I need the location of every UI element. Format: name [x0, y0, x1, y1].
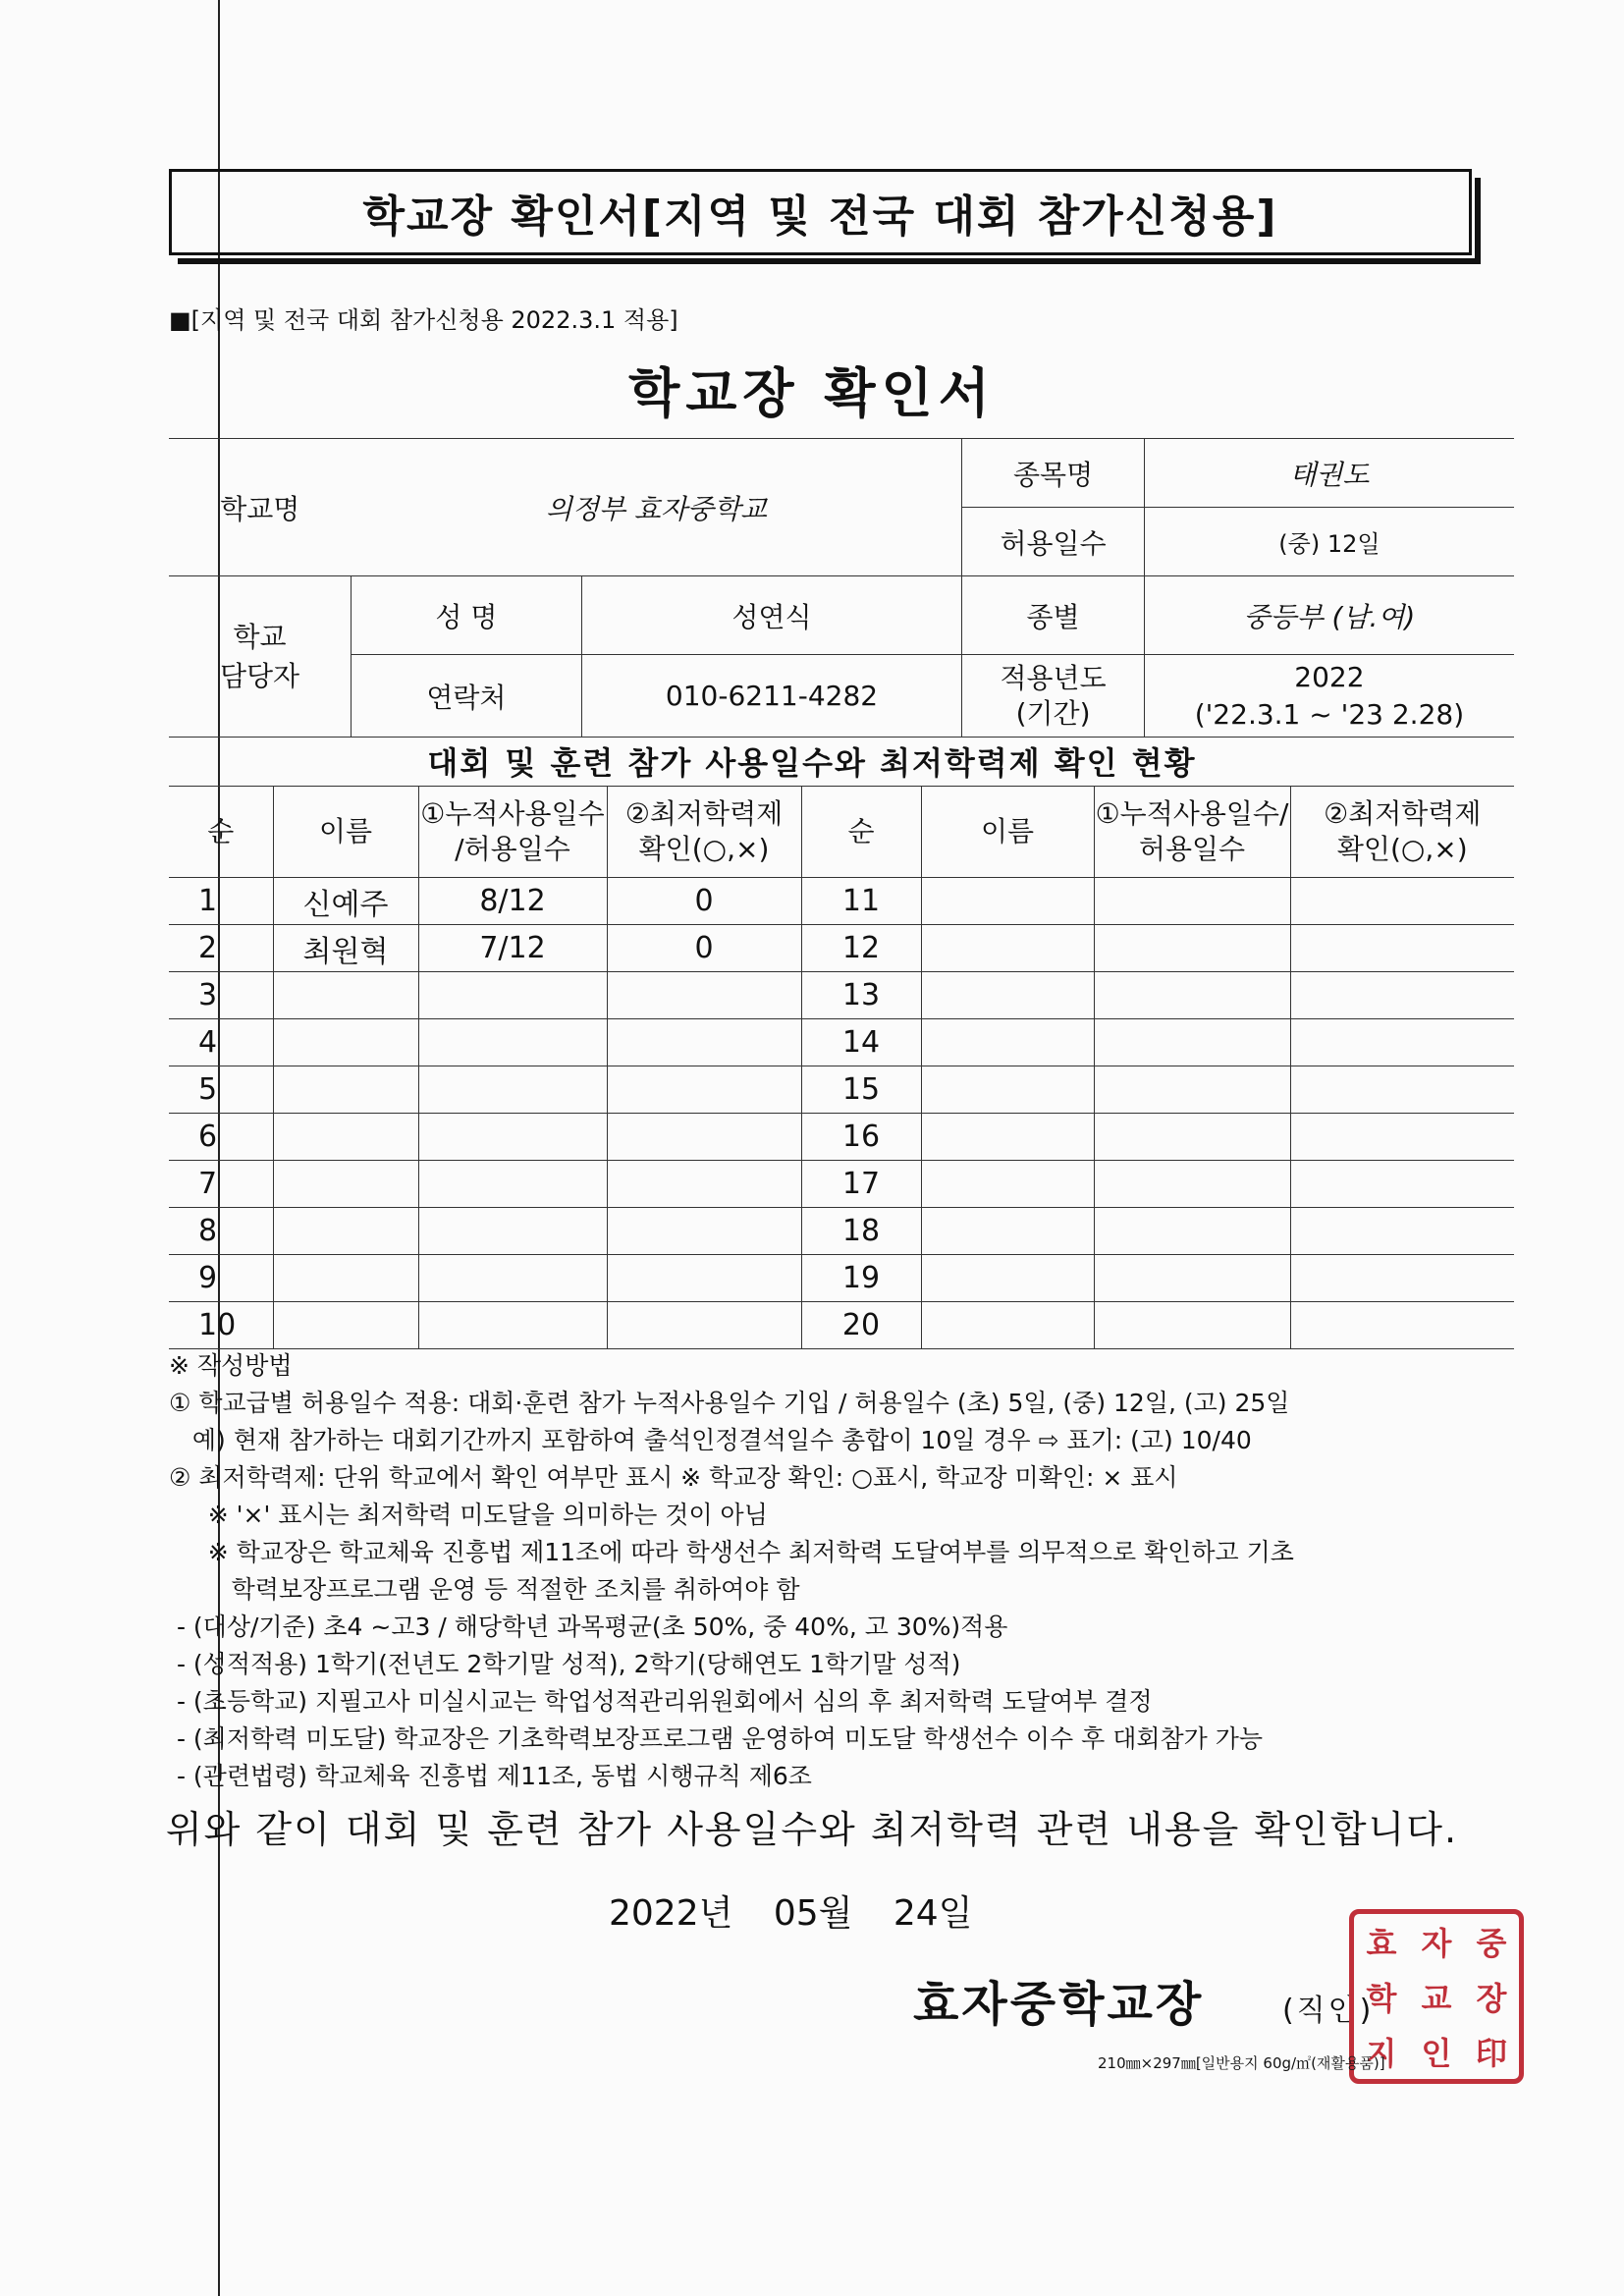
- table-row: [169, 1019, 1514, 1066]
- instructions: [169, 1347, 1514, 1795]
- table-row: [169, 1208, 1514, 1255]
- row-name-left: [273, 1208, 418, 1255]
- school-label: 학교명: [169, 439, 352, 576]
- table-row: [169, 925, 1514, 972]
- row-no-left: 3: [169, 972, 273, 1019]
- row-no-right: 19: [801, 1255, 921, 1302]
- seal-char: 효: [1366, 1925, 1397, 1962]
- row-check-right: [1290, 1114, 1514, 1161]
- row-usage-right: [1094, 1255, 1290, 1302]
- row-usage-right: [1094, 1161, 1290, 1208]
- paper-spec: 210㎜×297㎜[일반용지 60g/㎡(재활용품)]: [1098, 2054, 1385, 2072]
- instruction-line: ※ 작성방법: [169, 1351, 293, 1380]
- summary-title: 대회 및 훈련 참가 사용일수와 최저학력제 확인 현황: [427, 744, 1197, 782]
- row-check-right: [1290, 878, 1514, 925]
- row-no-right: 16: [801, 1114, 921, 1161]
- row-name-right: [921, 1066, 1094, 1114]
- allowed-days-label: 허용일수: [962, 508, 1145, 576]
- row-usage-left: 7/12: [418, 925, 607, 972]
- document-title: 학교장 확인서: [628, 362, 996, 424]
- row-name-left: [273, 1114, 418, 1161]
- table-row: [169, 1302, 1514, 1349]
- row-check-left: 0: [607, 878, 801, 925]
- row-no-right: 13: [801, 972, 921, 1019]
- row-name-left: [273, 1302, 418, 1349]
- row-usage-right: [1094, 878, 1290, 925]
- header-title: 학교장 확인서[지역 및 전국 대회 참가신청용]: [362, 191, 1278, 242]
- row-no-left: 1: [169, 878, 273, 925]
- instruction-line: - (대상/기준) 초4 ~고3 / 해당학년 과목평균(초 50%, 중 40%, 고 30%)적용: [169, 1613, 1008, 1641]
- instruction-line: 예) 현재 참가하는 대회기간까지 포함하여 출석인정결석일수 총합이 10일 경우 ⇨ 표기: (고) 10/40: [169, 1426, 1252, 1454]
- principal-title: 효자중학교장: [913, 1977, 1205, 2032]
- header-name-right: 이름: [921, 787, 1094, 878]
- applicability-note: ■[지역 및 전국 대회 참가신청용 2022.3.1 적용]: [169, 306, 678, 334]
- instruction-line: - (성적적용) 1학기(전년도 2학기말 성적), 2학기(당해연도 1학기말 성적): [169, 1650, 961, 1678]
- row-name-right: [921, 972, 1094, 1019]
- year-label: 적용년도 (기간): [962, 655, 1145, 738]
- contact-label: 연락처: [352, 655, 582, 738]
- row-name-left: [273, 1019, 418, 1066]
- header-no-left: 순: [169, 787, 273, 878]
- instruction-line: ② 최저학력제: 단위 학교에서 확인 여부만 표시 ※ 학교장 확인: ○표시, 학교장 미확인: × 표시: [169, 1463, 1178, 1492]
- row-usage-left: 8/12: [418, 878, 607, 925]
- table-row: [169, 878, 1514, 925]
- row-usage-right: [1094, 1066, 1290, 1114]
- row-name-left: [273, 1161, 418, 1208]
- row-usage-left: [418, 1019, 607, 1066]
- row-usage-left: [418, 1302, 607, 1349]
- instruction-line: ※ '×' 표시는 최저학력 미도달을 의미하는 것이 아님: [169, 1501, 768, 1529]
- seal-char: 장: [1476, 1980, 1507, 2017]
- row-usage-left: [418, 1066, 607, 1114]
- row-usage-right: [1094, 972, 1290, 1019]
- seal-char: 중: [1476, 1925, 1507, 1962]
- instruction-line: - (최저학력 미도달) 학교장은 기초학력보장프로그램 운영하여 미도달 학생선수 이수 후 대회참가 가능: [169, 1724, 1264, 1753]
- category-value: 중등부 (남.여): [1144, 576, 1514, 655]
- row-name-right: [921, 1019, 1094, 1066]
- table-row: [169, 1255, 1514, 1302]
- row-usage-right: [1094, 1114, 1290, 1161]
- row-no-right: 14: [801, 1019, 921, 1066]
- row-name-left: 신예주: [273, 878, 418, 925]
- row-check-right: [1290, 1302, 1514, 1349]
- row-no-left: 5: [169, 1066, 273, 1114]
- row-check-left: [607, 1066, 801, 1114]
- contact-value: 010-6211-4282: [581, 655, 962, 738]
- year-value: 2022: [1294, 660, 1365, 693]
- row-no-right: 15: [801, 1066, 921, 1114]
- row-check-left: 0: [607, 925, 801, 972]
- seal-char: 지: [1366, 2035, 1397, 2072]
- instruction-line: 학력보장프로그램 운영 등 적절한 조치를 취하여야 함: [169, 1575, 800, 1604]
- row-usage-left: [418, 1255, 607, 1302]
- row-check-right: [1290, 925, 1514, 972]
- row-name-left: [273, 1066, 418, 1114]
- row-no-left: 8: [169, 1208, 273, 1255]
- instruction-line: - (초등학교) 지필고사 미실시교는 학업성적관리위원회에서 심의 후 최저학력 도달여부 결정: [169, 1687, 1153, 1716]
- category-label: 종별: [962, 576, 1145, 655]
- header-name-left: 이름: [273, 787, 418, 878]
- row-check-right: [1290, 1161, 1514, 1208]
- date-year: 2022년: [609, 1893, 733, 1934]
- instruction-line: ※ 학교장은 학교체육 진흥법 제11조에 따라 학생선수 최저학력 도달여부를 의무적으로 확인하고 기초: [169, 1538, 1294, 1566]
- row-no-right: 20: [801, 1302, 921, 1349]
- row-check-right: [1290, 1019, 1514, 1066]
- allowed-days-value: (중) 12일: [1144, 508, 1514, 576]
- header-check-right: ②최저학력제 확인(○,×): [1290, 787, 1514, 878]
- row-no-left: 9: [169, 1255, 273, 1302]
- seal-mark-text: (직인): [1281, 1994, 1375, 2028]
- row-usage-left: [418, 1161, 607, 1208]
- row-name-right: [921, 1161, 1094, 1208]
- row-check-right: [1290, 1208, 1514, 1255]
- row-check-left: [607, 1208, 801, 1255]
- period-value: ('22.3.1 ~ '23 2.28): [1194, 697, 1465, 731]
- row-check-left: [607, 1114, 801, 1161]
- date-month: 05월: [773, 1893, 853, 1934]
- instruction-line: ① 학교급별 허용일수 적용: 대회·훈련 참가 누적사용일수 기입 / 허용일수 (초) 5일, (중) 12일, (고) 25일: [169, 1389, 1290, 1417]
- row-check-left: [607, 1161, 801, 1208]
- row-name-right: [921, 1208, 1094, 1255]
- row-no-left: 10: [169, 1302, 273, 1349]
- instruction-line: - (관련법령) 학교체육 진흥법 제11조, 동법 시행규칙 제6조: [169, 1762, 812, 1790]
- principal-signature: [913, 1966, 1374, 2034]
- table-row: [169, 972, 1514, 1019]
- school-name: 의정부 효자중학교: [352, 439, 962, 576]
- date-day: 24일: [893, 1893, 973, 1934]
- row-check-right: [1290, 1255, 1514, 1302]
- row-check-left: [607, 1019, 801, 1066]
- row-no-left: 4: [169, 1019, 273, 1066]
- row-name-left: [273, 972, 418, 1019]
- seal-char: 학: [1366, 1980, 1397, 2017]
- confirmation-statement: 위와 같이 대회 및 훈련 참가 사용일수와 최저학력 관련 내용을 확인합니다.: [165, 1808, 1459, 1851]
- table-row: [169, 1066, 1514, 1114]
- row-name-left: 최원혁: [273, 925, 418, 972]
- row-name-right: [921, 1302, 1094, 1349]
- header-no-right: 순: [801, 787, 921, 878]
- seal-char: 인: [1421, 2035, 1452, 2072]
- header-title-box: [169, 169, 1472, 255]
- row-check-left: [607, 1302, 801, 1349]
- sport-value: 태권도: [1144, 439, 1514, 508]
- manager-label: 학교 담당자: [169, 576, 352, 738]
- year-cell: [1144, 655, 1514, 738]
- header-usage-left: ①누적사용일수 /허용일수: [418, 787, 607, 878]
- header-check-left: ②최저학력제 확인(○,×): [607, 787, 801, 878]
- table-row: [169, 1114, 1514, 1161]
- sport-label: 종목명: [962, 439, 1145, 508]
- row-usage-left: [418, 1114, 607, 1161]
- row-check-left: [607, 1255, 801, 1302]
- info-table: [169, 438, 1514, 738]
- row-name-right: [921, 1114, 1094, 1161]
- row-no-left: 2: [169, 925, 273, 972]
- row-usage-right: [1094, 925, 1290, 972]
- header-usage-right: ①누적사용일수/ 허용일수: [1094, 787, 1290, 878]
- row-check-right: [1290, 1066, 1514, 1114]
- row-usage-left: [418, 1208, 607, 1255]
- row-name-right: [921, 878, 1094, 925]
- row-usage-right: [1094, 1019, 1290, 1066]
- name-label: 성 명: [352, 576, 582, 655]
- seal-char: 교: [1421, 1980, 1452, 2017]
- row-no-right: 12: [801, 925, 921, 972]
- row-usage-right: [1094, 1302, 1290, 1349]
- table-row: [169, 1161, 1514, 1208]
- participation-table: [169, 786, 1514, 1349]
- row-check-left: [607, 972, 801, 1019]
- row-name-left: [273, 1255, 418, 1302]
- row-no-right: 17: [801, 1161, 921, 1208]
- row-usage-right: [1094, 1208, 1290, 1255]
- row-check-right: [1290, 972, 1514, 1019]
- row-no-left: 7: [169, 1161, 273, 1208]
- row-no-right: 18: [801, 1208, 921, 1255]
- row-usage-left: [418, 972, 607, 1019]
- row-no-left: 6: [169, 1114, 273, 1161]
- row-no-right: 11: [801, 878, 921, 925]
- issue-date: [609, 1886, 973, 1936]
- seal-char: 印: [1475, 2035, 1507, 2072]
- row-name-right: [921, 1255, 1094, 1302]
- seal-char: 자: [1421, 1925, 1452, 1962]
- manager-name: 성연식: [581, 576, 962, 655]
- row-name-right: [921, 925, 1094, 972]
